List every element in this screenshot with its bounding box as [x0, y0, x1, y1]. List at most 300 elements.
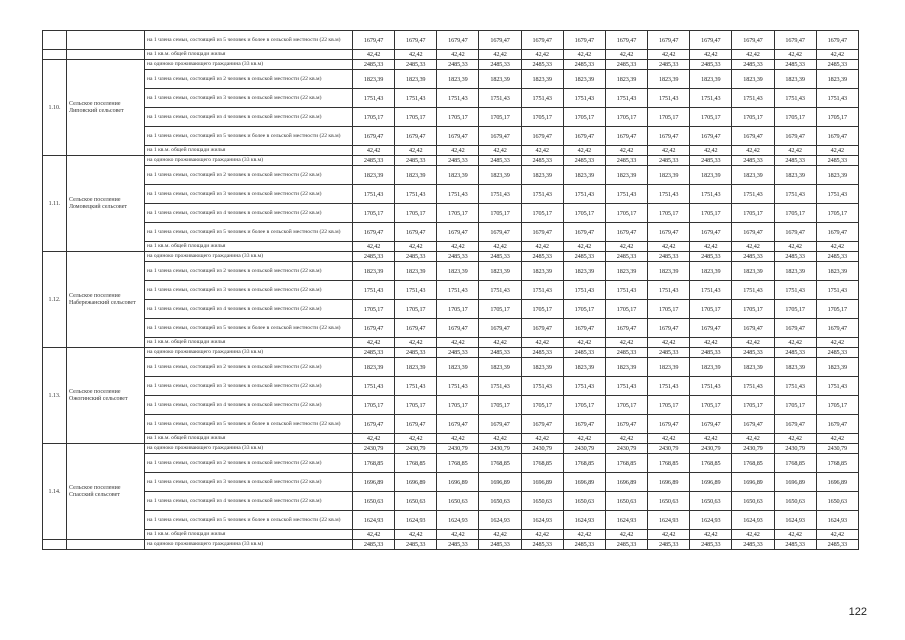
tariff-value: 1823,39: [732, 70, 774, 89]
tariff-value: 1751,43: [690, 281, 732, 300]
tariff-value: 1751,43: [479, 89, 521, 108]
tariff-value: 1705,17: [521, 108, 563, 127]
tariff-value: 1705,17: [605, 300, 647, 319]
tariff-value: 42,42: [690, 146, 732, 156]
tariff-value: 1679,47: [732, 127, 774, 146]
tariff-value: 1679,47: [479, 127, 521, 146]
tariff-description: на 1 члена семьи, состоящей из 5 человек и более в сельской местности (22 кв.м): [145, 127, 353, 146]
table-row: [43, 252, 859, 262]
tariff-value: 1705,17: [690, 300, 732, 319]
tariff-value: 1679,47: [479, 223, 521, 242]
tariff-value: 1751,43: [816, 281, 858, 300]
table-row: [43, 300, 859, 319]
tariff-value: 1751,43: [521, 281, 563, 300]
tariff-value: 1751,43: [437, 185, 479, 204]
tariff-value: 2485,33: [563, 156, 605, 166]
tariff-value: 2485,33: [353, 252, 395, 262]
tariff-value: 42,42: [521, 434, 563, 444]
tariff-description: на 1 кв.м. общей площади жилья: [145, 338, 353, 348]
tariff-value: 1696,89: [648, 473, 690, 492]
tariff-value: 1823,39: [395, 358, 437, 377]
tariff-value: 42,42: [605, 50, 647, 60]
tariff-value: 42,42: [437, 338, 479, 348]
tariff-value: 1751,43: [563, 377, 605, 396]
tariff-value: 1705,17: [774, 108, 816, 127]
settlement-name: Сельское поселение Спасский сельсовет: [67, 444, 145, 540]
tariff-value: 2485,33: [774, 60, 816, 70]
tariff-value: 1823,39: [732, 358, 774, 377]
tariff-value: 1705,17: [437, 108, 479, 127]
tariff-value: 2485,33: [605, 60, 647, 70]
tariff-value: 1696,89: [774, 473, 816, 492]
tariff-value: 1751,43: [563, 185, 605, 204]
tariff-value: 42,42: [521, 338, 563, 348]
tariff-value: 42,42: [563, 50, 605, 60]
tariff-value: 1823,39: [437, 166, 479, 185]
tariff-value: 2485,33: [605, 156, 647, 166]
tariff-value: 1624,93: [563, 511, 605, 530]
tariff-value: 2485,33: [479, 252, 521, 262]
tariff-value: 1679,47: [437, 415, 479, 434]
table-row: [43, 377, 859, 396]
tariff-value: 2485,33: [479, 348, 521, 358]
tariff-description: на 1 члена семьи, состоящей из 2 человек в сельской местности (22 кв.м): [145, 454, 353, 473]
tariff-value: 1679,47: [563, 223, 605, 242]
settlement-name: Сельское поселение Ломовецкий сельсовет: [67, 156, 145, 252]
tariff-value: 1823,39: [521, 262, 563, 281]
tariff-value: 1751,43: [816, 377, 858, 396]
tariff-value: 1679,47: [395, 319, 437, 338]
tariff-value: 1696,89: [395, 473, 437, 492]
tariff-value: 2485,33: [395, 540, 437, 550]
tariff-value: 1751,43: [437, 281, 479, 300]
tariff-value: 2430,79: [521, 444, 563, 454]
tariff-value: 1705,17: [563, 108, 605, 127]
tariff-value: 1696,89: [563, 473, 605, 492]
tariff-value: 1679,47: [437, 319, 479, 338]
tariff-value: 42,42: [437, 434, 479, 444]
tariff-value: 2485,33: [521, 252, 563, 262]
tariff-value: 1705,17: [479, 300, 521, 319]
tariff-value: 1705,17: [353, 108, 395, 127]
page-number: 122: [848, 606, 867, 618]
tariff-value: 1679,47: [353, 223, 395, 242]
tariff-value: 1751,43: [521, 185, 563, 204]
tariff-value: 1679,47: [395, 127, 437, 146]
table-row: [43, 223, 859, 242]
tariff-value: 1679,47: [563, 319, 605, 338]
tariff-value: 1705,17: [479, 204, 521, 223]
table-row: [43, 156, 859, 166]
tariff-value: 1679,47: [521, 127, 563, 146]
tariff-description: на 1 члена семьи, состоящей из 5 человек и более в сельской местности (22 кв.м): [145, 223, 353, 242]
tariff-value: 1705,17: [690, 396, 732, 415]
settlement-name: [67, 31, 145, 50]
tariff-value: 42,42: [816, 50, 858, 60]
tariff-value: 42,42: [521, 242, 563, 252]
tariff-description: на 1 кв.м. общей площади жилья: [145, 434, 353, 444]
tariff-value: 2485,33: [437, 348, 479, 358]
tariff-value: 1679,47: [521, 31, 563, 50]
tariff-value: 1751,43: [479, 185, 521, 204]
tariff-value: 1696,89: [690, 473, 732, 492]
tariff-value: 1650,63: [648, 492, 690, 511]
tariff-value: 1679,47: [816, 31, 858, 50]
tariff-value: 42,42: [816, 530, 858, 540]
tariff-value: 1696,89: [437, 473, 479, 492]
document-sheet: [42, 30, 858, 550]
tariff-value: 42,42: [353, 338, 395, 348]
tariff-value: 1679,47: [521, 223, 563, 242]
tariff-value: 1705,17: [648, 204, 690, 223]
tariff-value: 1751,43: [437, 377, 479, 396]
tariff-value: 1624,93: [732, 511, 774, 530]
tariff-value: 1768,85: [563, 454, 605, 473]
tariff-value: 2485,33: [353, 540, 395, 550]
tariff-value: 42,42: [353, 146, 395, 156]
tariff-value: 1679,47: [774, 319, 816, 338]
tariff-value: 1751,43: [521, 377, 563, 396]
tariff-value: 1823,39: [437, 70, 479, 89]
tariff-value: 1768,85: [690, 454, 732, 473]
tariff-value: 1823,39: [605, 358, 647, 377]
tariff-value: 2485,33: [732, 252, 774, 262]
tariff-value: 1705,17: [816, 300, 858, 319]
tariff-description: на 1 члена семьи, состоящей из 2 человек в сельской местности (22 кв.м): [145, 262, 353, 281]
tariff-value: 1679,47: [605, 319, 647, 338]
tariff-value: 42,42: [816, 242, 858, 252]
tariff-value: 1823,39: [563, 70, 605, 89]
tariff-value: 1705,17: [605, 396, 647, 415]
tariff-description: на 1 члена семьи, состоящей из 3 человек в сельской местности (22 кв.м): [145, 377, 353, 396]
tariff-value: 1823,39: [521, 70, 563, 89]
tariff-value: 1751,43: [479, 377, 521, 396]
tariff-value: 1823,39: [648, 166, 690, 185]
tariff-value: 2485,33: [648, 348, 690, 358]
tariff-value: 1679,47: [648, 319, 690, 338]
tariff-value: 1696,89: [353, 473, 395, 492]
tariff-description: на 1 члена семьи, состоящей из 4 человек в сельской местности (22 кв.м): [145, 108, 353, 127]
tariff-value: 42,42: [563, 530, 605, 540]
tariff-value: 2430,79: [437, 444, 479, 454]
tariff-value: 1679,47: [605, 127, 647, 146]
tariff-value: 2485,33: [816, 540, 858, 550]
tariff-value: 1705,17: [816, 204, 858, 223]
table-row: [43, 242, 859, 252]
tariff-value: 1823,39: [690, 358, 732, 377]
tariff-value: 1705,17: [563, 300, 605, 319]
tariff-value: 2485,33: [395, 252, 437, 262]
tariff-description: на 1 члена семьи, состоящей из 5 человек и более в сельской местности (22 кв.м): [145, 511, 353, 530]
tariff-value: 1823,39: [605, 262, 647, 281]
tariff-value: 1751,43: [648, 185, 690, 204]
tariff-value: 1679,47: [816, 319, 858, 338]
tariff-value: 1823,39: [816, 70, 858, 89]
tariff-value: 42,42: [395, 242, 437, 252]
tariff-value: 1696,89: [605, 473, 647, 492]
tariff-value: 1705,17: [816, 396, 858, 415]
tariff-value: 1823,39: [774, 166, 816, 185]
tariff-value: 1696,89: [816, 473, 858, 492]
tariff-value: 1679,47: [353, 127, 395, 146]
table-row: [43, 492, 859, 511]
tariff-value: 1705,17: [774, 396, 816, 415]
tariff-value: 1823,39: [732, 166, 774, 185]
row-number: 1.11.: [43, 156, 67, 252]
tariff-value: 2485,33: [648, 252, 690, 262]
tariff-value: 1705,17: [479, 108, 521, 127]
tariff-value: 1823,39: [479, 166, 521, 185]
tariff-description: на 1 члена семьи, состоящей из 3 человек в сельской местности (22 кв.м): [145, 89, 353, 108]
tariff-value: 1823,39: [690, 70, 732, 89]
tariff-value: 42,42: [437, 530, 479, 540]
tariff-description: на 1 члена семьи, состоящей из 4 человек в сельской местности (22 кв.м): [145, 396, 353, 415]
tariff-value: 42,42: [521, 530, 563, 540]
tariff-value: 42,42: [732, 530, 774, 540]
tariff-value: 42,42: [690, 434, 732, 444]
tariff-value: 1823,39: [395, 166, 437, 185]
tariff-description: на одиноко проживающего гражданина (33 кв.м): [145, 444, 353, 454]
row-number: [43, 31, 67, 50]
settlement-name: [67, 50, 145, 60]
tariff-value: 1823,39: [479, 70, 521, 89]
tariff-value: 1751,43: [353, 377, 395, 396]
tariff-value: 42,42: [437, 146, 479, 156]
tariff-value: 42,42: [479, 434, 521, 444]
row-number: 1.10.: [43, 60, 67, 156]
table-row: [43, 454, 859, 473]
tariff-value: 1751,43: [521, 89, 563, 108]
tariff-value: 2485,33: [479, 60, 521, 70]
tariff-value: 1705,17: [690, 204, 732, 223]
tariff-value: 1679,47: [648, 31, 690, 50]
tariff-value: 1823,39: [816, 262, 858, 281]
tariff-value: 1705,17: [732, 300, 774, 319]
tariff-value: 1705,17: [395, 396, 437, 415]
tariff-value: 42,42: [563, 146, 605, 156]
tariff-value: 1679,47: [690, 31, 732, 50]
tariff-value: 1823,39: [395, 262, 437, 281]
tariff-value: 42,42: [648, 338, 690, 348]
tariff-value: 1679,47: [395, 223, 437, 242]
tariff-value: 2485,33: [605, 252, 647, 262]
tariff-value: 42,42: [395, 530, 437, 540]
tariff-value: 42,42: [774, 530, 816, 540]
tariff-value: 2485,33: [479, 540, 521, 550]
tariff-value: 1650,63: [437, 492, 479, 511]
settlement-name: Сельское поселение Набережанский сельсовет: [67, 252, 145, 348]
tariff-value: 42,42: [605, 242, 647, 252]
tariff-value: 1823,39: [395, 70, 437, 89]
table-row: [43, 444, 859, 454]
tariff-value: 1679,47: [648, 415, 690, 434]
tariff-description: на 1 кв.м. общей площади жилья: [145, 50, 353, 60]
tariff-value: 42,42: [395, 146, 437, 156]
tariff-value: 2430,79: [690, 444, 732, 454]
tariff-value: 1679,47: [353, 415, 395, 434]
tariff-value: 2485,33: [774, 156, 816, 166]
settlement-name: [67, 540, 145, 550]
tariff-value: 1650,63: [690, 492, 732, 511]
tariff-value: 1679,47: [395, 415, 437, 434]
tariff-value: 1679,47: [521, 319, 563, 338]
tariff-value: 2485,33: [648, 156, 690, 166]
tariff-description: на 1 члена семьи, состоящей из 5 человек и более в сельской местности (22 кв.м): [145, 319, 353, 338]
tariff-value: 1823,39: [774, 262, 816, 281]
table-row: [43, 358, 859, 377]
tariff-value: 2485,33: [395, 348, 437, 358]
tariff-value: 2485,33: [563, 60, 605, 70]
tariff-value: 42,42: [648, 146, 690, 156]
tariff-value: 42,42: [563, 338, 605, 348]
tariff-value: 42,42: [774, 434, 816, 444]
tariff-value: 42,42: [353, 530, 395, 540]
tariff-value: 1705,17: [437, 396, 479, 415]
tariff-value: 42,42: [479, 338, 521, 348]
tariff-value: 1705,17: [563, 204, 605, 223]
table-row: [43, 530, 859, 540]
tariff-value: 1751,43: [648, 377, 690, 396]
table-row: [43, 338, 859, 348]
tariff-value: 1823,39: [563, 166, 605, 185]
tariff-value: 1751,43: [648, 281, 690, 300]
tariff-value: 1823,39: [353, 358, 395, 377]
tariff-value: 1650,63: [816, 492, 858, 511]
tariff-value: 2485,33: [816, 60, 858, 70]
tariff-value: 1823,39: [816, 358, 858, 377]
tariff-value: 42,42: [732, 242, 774, 252]
tariff-value: 2485,33: [690, 156, 732, 166]
tariff-value: 1679,47: [437, 127, 479, 146]
tariff-description: на одиноко проживающего гражданина (33 кв.м): [145, 60, 353, 70]
tariff-value: 1705,17: [605, 204, 647, 223]
tariff-value: 2485,33: [774, 348, 816, 358]
tariff-value: 1823,39: [690, 262, 732, 281]
tariff-value: 1823,39: [479, 358, 521, 377]
tariff-value: 1751,43: [395, 377, 437, 396]
tariff-value: 1823,39: [605, 70, 647, 89]
tariff-value: 1679,47: [732, 415, 774, 434]
tariff-value: 42,42: [521, 146, 563, 156]
tariff-value: 42,42: [353, 242, 395, 252]
tariff-value: 1751,43: [732, 281, 774, 300]
tariff-value: 42,42: [395, 338, 437, 348]
tariff-value: 2430,79: [395, 444, 437, 454]
tariff-value: 1751,43: [437, 89, 479, 108]
tariff-value: 1751,43: [816, 185, 858, 204]
tariff-description: на 1 члена семьи, состоящей из 4 человек в сельской местности (22 кв.м): [145, 492, 353, 511]
tariff-value: 2430,79: [563, 444, 605, 454]
tariff-description: на одиноко проживающего гражданина (33 кв.м): [145, 252, 353, 262]
tariff-value: 2485,33: [521, 60, 563, 70]
tariff-value: 1751,43: [605, 281, 647, 300]
tariff-value: 2485,33: [353, 348, 395, 358]
table-row: [43, 166, 859, 185]
tariff-value: 2485,33: [774, 540, 816, 550]
tariff-table: [42, 30, 859, 550]
tariff-value: 1679,47: [353, 31, 395, 50]
tariff-value: 1679,47: [605, 31, 647, 50]
tariff-value: 1823,39: [353, 166, 395, 185]
tariff-value: 1679,47: [353, 319, 395, 338]
tariff-value: 1705,17: [774, 204, 816, 223]
tariff-value: 1823,39: [563, 358, 605, 377]
row-number: 1.14.: [43, 444, 67, 540]
tariff-value: 1679,47: [479, 319, 521, 338]
tariff-value: 2485,33: [521, 156, 563, 166]
tariff-value: 42,42: [605, 146, 647, 156]
tariff-value: 1650,63: [774, 492, 816, 511]
tariff-value: 2485,33: [605, 540, 647, 550]
tariff-value: 1751,43: [732, 185, 774, 204]
row-number: 1.13.: [43, 348, 67, 444]
tariff-value: 1624,93: [690, 511, 732, 530]
tariff-value: 1679,47: [774, 415, 816, 434]
tariff-value: 2485,33: [816, 156, 858, 166]
tariff-value: 42,42: [732, 434, 774, 444]
tariff-value: 1768,85: [521, 454, 563, 473]
tariff-value: 42,42: [395, 50, 437, 60]
tariff-description: на 1 кв.м. общей площади жилья: [145, 530, 353, 540]
tariff-value: 2485,33: [437, 60, 479, 70]
tariff-value: 1705,17: [353, 396, 395, 415]
tariff-value: 2430,79: [353, 444, 395, 454]
tariff-value: 42,42: [648, 530, 690, 540]
table-row: [43, 31, 859, 50]
row-number: [43, 50, 67, 60]
tariff-value: 42,42: [479, 50, 521, 60]
tariff-value: 1650,63: [395, 492, 437, 511]
tariff-value: 42,42: [563, 434, 605, 444]
tariff-value: 1823,39: [732, 262, 774, 281]
tariff-value: 1705,17: [648, 396, 690, 415]
tariff-value: 2485,33: [563, 348, 605, 358]
table-row: [43, 415, 859, 434]
tariff-value: 1768,85: [353, 454, 395, 473]
tariff-value: 2485,33: [563, 540, 605, 550]
tariff-value: 1751,43: [690, 185, 732, 204]
tariff-value: 1823,39: [648, 70, 690, 89]
tariff-value: 2485,33: [395, 60, 437, 70]
tariff-value: 1650,63: [521, 492, 563, 511]
tariff-value: 2485,33: [605, 348, 647, 358]
tariff-value: 2485,33: [437, 252, 479, 262]
tariff-value: 2485,33: [395, 156, 437, 166]
tariff-value: 1768,85: [732, 454, 774, 473]
tariff-value: 1679,47: [816, 415, 858, 434]
tariff-value: 1679,47: [521, 415, 563, 434]
tariff-value: 1705,17: [732, 204, 774, 223]
tariff-value: 1650,63: [479, 492, 521, 511]
table-row: [43, 319, 859, 338]
tariff-value: 2485,33: [648, 60, 690, 70]
tariff-value: 2485,33: [563, 252, 605, 262]
tariff-description: на 1 члена семьи, состоящей из 3 человек в сельской местности (22 кв.м): [145, 281, 353, 300]
tariff-value: 1823,39: [605, 166, 647, 185]
tariff-value: 1705,17: [648, 300, 690, 319]
table-row: [43, 60, 859, 70]
tariff-description: на 1 члена семьи, состоящей из 3 человек в сельской местности (22 кв.м): [145, 185, 353, 204]
tariff-value: 1751,43: [479, 281, 521, 300]
tariff-value: 1751,43: [605, 377, 647, 396]
tariff-value: 2485,33: [774, 252, 816, 262]
tariff-value: 1751,43: [605, 89, 647, 108]
tariff-value: 1751,43: [774, 281, 816, 300]
tariff-value: 1624,93: [605, 511, 647, 530]
tariff-value: 1751,43: [816, 89, 858, 108]
row-number: [43, 540, 67, 550]
tariff-value: 2485,33: [816, 348, 858, 358]
